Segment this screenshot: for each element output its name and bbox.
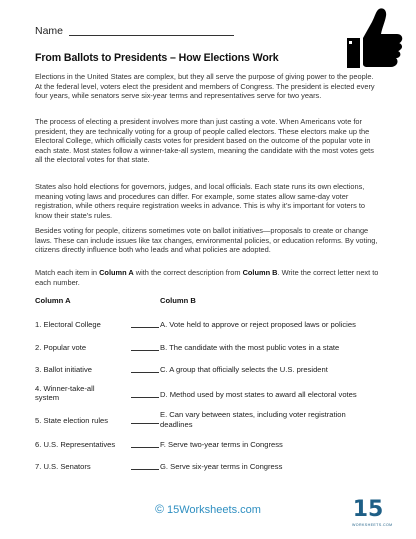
column-b-header: Column B [160, 296, 196, 305]
column-a-term: 7. U.S. Senators [35, 462, 91, 471]
answer-blank[interactable] [131, 447, 159, 448]
instructions-column-a: Column A [99, 268, 134, 277]
paragraph-1: Elections in the United States are complex, but they all serve the purpose of giving power to the people. At the federal level, voters elect the president and members of Congress. The president is elected every four years, while senators serve six-year terms and representatives serve for two years. [35, 72, 375, 101]
answer-blank[interactable] [131, 397, 159, 398]
column-a-term: 1. Electoral College [35, 320, 101, 329]
column-a-term: 2. Popular vote [35, 343, 87, 352]
instructions-text-2: with the correct description from [133, 268, 243, 277]
name-blank-line[interactable] [69, 35, 234, 36]
paragraph-3: States also hold elections for governors, judges, and local officials. Each state runs its own elections, meaning voting laws and procedures can differ. For example, some states allow same-day voter registration, while others require registration weeks in advance. This is why it’s important for voters to know their state’s rules. [35, 182, 365, 220]
paragraph-4: Besides voting for people, citizens sometimes vote on ballot initiatives—proposals to create or change laws. These can include issues like tax changes, environmental policies, or education reforms. By voting, citizens directly influence both who leads and what policies are adopted. [35, 226, 378, 255]
copyright-symbol: © [155, 502, 164, 516]
instructions-text-1: Match each item in [35, 268, 100, 277]
matching-instructions [35, 268, 381, 287]
column-a-term: 4. Winner-take-all system [35, 384, 95, 402]
column-b-description: E. Can vary between states, including voter registration deadlines [160, 410, 346, 429]
logo-number: 15 [352, 497, 384, 522]
worksheet-title: From Ballots to Presidents – How Elections Work [35, 52, 279, 64]
column-a-header: Column A [35, 296, 71, 305]
answer-blank[interactable] [131, 350, 159, 351]
column-a-term: 6. U.S. Representatives [35, 440, 116, 449]
instructions-text-3: . Write the correct letter next to each number. [35, 268, 379, 287]
column-b-description: G. Serve six-year terms in Congress [160, 462, 283, 471]
column-b-description: B. The candidate with the most public votes in a state [160, 343, 340, 352]
answer-blank[interactable] [131, 372, 159, 373]
column-a-term: 5. State election rules [35, 416, 109, 425]
logo-text: WORKSHEETS.COM [352, 523, 393, 527]
name-field [35, 25, 234, 37]
answer-blank[interactable] [131, 327, 159, 328]
column-a-term: 3. Ballot initiative [35, 365, 92, 374]
answer-blank[interactable] [131, 469, 159, 470]
15worksheets-logo [352, 497, 393, 532]
instructions-column-b: Column B [242, 268, 278, 277]
column-b-description: F. Serve two-year terms in Congress [160, 440, 283, 449]
answer-blank[interactable] [131, 423, 159, 424]
column-b-description: A. Vote held to approve or reject proposed laws or policies [160, 320, 356, 329]
column-b-description: C. A group that officially selects the U.S. president [160, 365, 328, 374]
name-label: Name [35, 25, 64, 37]
footer-site-name: 15Worksheets.com [166, 504, 261, 516]
paragraph-2: The process of electing a president involves more than just casting a vote. When Americans vote for president, they are technically voting for a group of people called electors. These electors make up the Electoral College, which officially casts votes for president based on the outcome of the popular vote in each state. Most states follow a winner-take-all system, meaning the candidate with the most votes gets all the electoral votes for that state. [35, 117, 374, 165]
column-b-description: D. Method used by most states to award all electoral votes [160, 390, 357, 399]
thumbs-up-icon [345, 8, 403, 70]
